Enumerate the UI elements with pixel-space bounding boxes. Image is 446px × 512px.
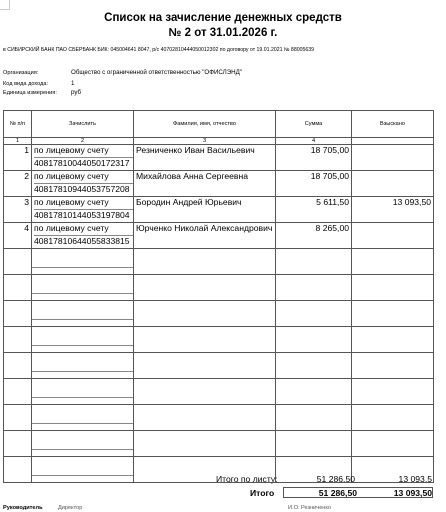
head-label: Руководитель [3,505,43,511]
account-number: 40817810944053757208 [34,184,130,194]
empty-cell [276,431,352,457]
account-label: по лицевому счету [34,145,133,158]
empty-cell [352,301,434,327]
table-row [4,171,434,197]
empty-cell [352,431,434,457]
empty-cell [4,327,32,353]
empty-cell [276,249,352,275]
grand-total-collected: 13 093,50 [393,488,432,498]
income-code-value: 1 [71,80,75,87]
fullname-cell: Михайлова Анна Сергеевна [134,171,276,197]
table-row [4,197,434,223]
header-credit: Зачислить [32,111,134,138]
empty-cell [4,249,32,275]
page-total-label: Итого по листу: [216,474,278,484]
empty-cell [276,275,352,301]
page-total-collected: 13 093,5 [398,474,432,484]
empty-cell [4,275,32,301]
empty-cell [276,301,352,327]
fullname-cell: Юрченко Николай Александрович [134,223,276,249]
income-code-row [3,80,74,87]
unit-value: руб [71,89,82,96]
unit-label: Единица измерения: [3,90,57,96]
empty-table-row [4,327,434,353]
account-number: 40817810144053197804 [34,210,130,220]
empty-cell [4,457,32,483]
header-fullname: Фамилия, имя, отчество [134,111,276,138]
organization-value: Общество с ограниченной ответственностью "ОФИСЛЭНД" [71,69,243,76]
empty-cell [4,379,32,405]
empty-cell [276,353,352,379]
column-number: 2 [32,138,134,145]
collected-cell [352,223,434,249]
account-label: по лицевому счету [34,171,133,184]
account-cell [32,171,134,197]
empty-cell [134,301,276,327]
empty-table-row [4,249,434,275]
page-corner [0,0,10,10]
payment-table [3,110,434,483]
empty-cell [4,431,32,457]
empty-cell [352,327,434,353]
head-role: Директор [58,505,83,511]
header-sum: Сумма [276,111,352,138]
header-collected: Взыскано [352,111,434,138]
empty-cell [276,379,352,405]
account-cell [32,145,134,171]
empty-account-cell [32,275,134,301]
table-row [4,145,434,171]
empty-cell [4,353,32,379]
empty-cell [352,249,434,275]
fullname-cell: Бородин Андрей Юрьевич [134,197,276,223]
empty-cell [352,379,434,405]
sum-cell: 18 705,00 [276,145,352,171]
empty-cell [352,353,434,379]
unit-row [3,89,81,96]
head-name: И.О. Резниченко [288,505,332,511]
column-number: 3 [134,138,276,145]
empty-table-row [4,275,434,301]
empty-cell [4,301,32,327]
empty-account-cell [32,431,134,457]
empty-cell [134,327,276,353]
row-number: 4 [4,223,32,249]
row-number: 1 [4,145,32,171]
table-row [4,223,434,249]
header-number: № п/п [4,111,32,138]
organization-row [3,69,242,76]
empty-cell [352,275,434,301]
empty-table-row [4,301,434,327]
empty-account-cell [32,327,134,353]
account-number: 40817810644055833815 [34,236,130,246]
income-code-label: Код вида дохода: [3,81,49,87]
empty-cell [4,405,32,431]
page-total-sum: 51 286,50 [316,474,355,484]
column-number: 1 [4,138,32,145]
empty-cell [134,249,276,275]
collected-cell: 13 093,50 [352,197,434,223]
document-title: Список на зачисление денежных средств [104,12,342,24]
empty-cell [134,379,276,405]
document-number: № 2 от 31.01.2026 г. [168,27,278,39]
column-number: 4 [276,138,352,145]
grand-total-label: Итого [250,488,275,498]
row-number: 2 [4,171,32,197]
empty-account-cell [32,379,134,405]
empty-cell [134,405,276,431]
empty-cell [134,275,276,301]
empty-table-row [4,353,434,379]
account-label: по лицевому счету [34,223,133,236]
account-cell [32,223,134,249]
organization-label: Организация: [3,70,39,76]
collected-cell [352,145,434,171]
empty-table-row [4,379,434,405]
empty-account-cell [32,249,134,275]
empty-cell [134,431,276,457]
bank-details: в СИБИРСКИЙ БАНК ПАО СБЕРБАНК БИК: 045004641 8047, р/с 40702810444050012302 по договору от 19.01.2021 № 88005639 [3,47,315,53]
empty-table-row [4,405,434,431]
empty-account-cell [32,301,134,327]
fullname-cell: Резниченко Иван Васильевич [134,145,276,171]
empty-cell [352,405,434,431]
empty-cell [276,327,352,353]
sum-cell: 18 705,00 [276,171,352,197]
sum-cell: 5 611,50 [276,197,352,223]
account-cell [32,197,134,223]
account-number: 40817810044050172317 [34,158,130,168]
empty-account-cell [32,353,134,379]
account-label: по лицевому счету [34,197,133,210]
collected-cell [352,171,434,197]
row-number: 3 [4,197,32,223]
empty-cell [134,353,276,379]
empty-cell [276,405,352,431]
table-header-row [4,111,434,138]
grand-total-sum: 51 286,50 [318,488,357,498]
empty-account-cell [32,405,134,431]
column-number [352,138,434,145]
empty-account-cell [32,457,134,483]
sum-cell: 8 265,00 [276,223,352,249]
column-number-row [4,138,434,145]
empty-table-row [4,431,434,457]
